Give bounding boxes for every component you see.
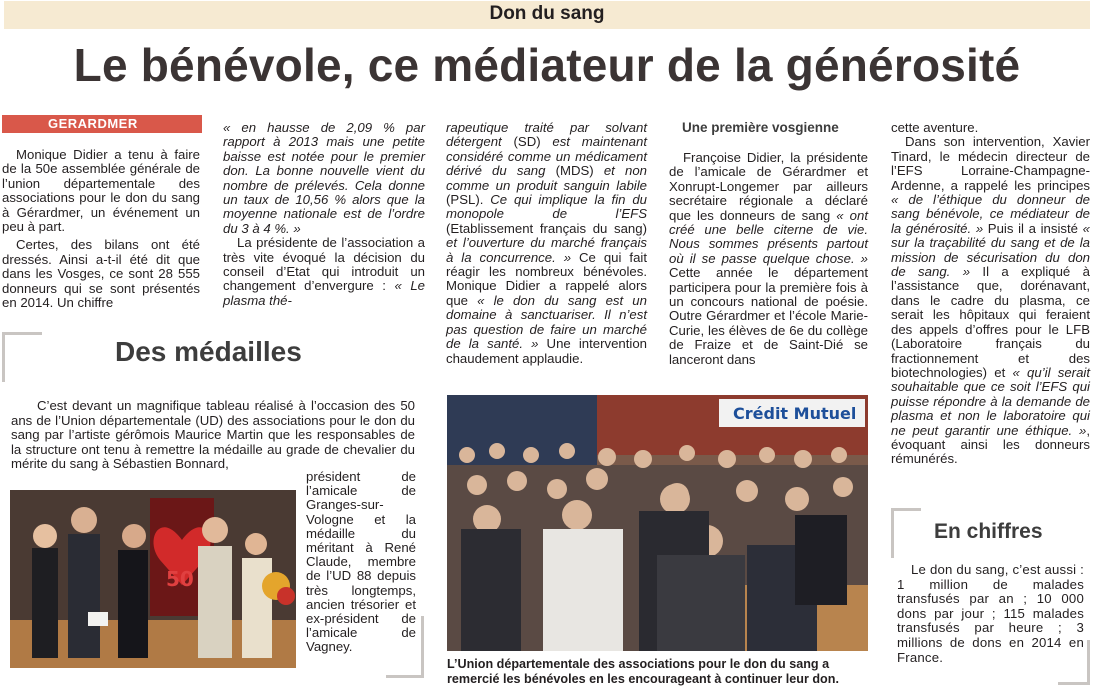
column-5 bbox=[891, 121, 1090, 467]
col5-text-c: Il a expliqué à l’assistance que, dorénavant, dans le cadre du plasma, ce serait les hôpitaux qui feraient des appels d’offres pour le LFB (Laboratoire français du fractionnement et des biotechnologies) et bbox=[891, 264, 1090, 380]
col3-paragraph-1 bbox=[446, 121, 647, 366]
main-photo bbox=[447, 395, 868, 651]
col1-paragraph-1: Monique Didier a tenu à faire de la 50e assemblée générale de l’union départementale des associations pour le don du sang à Gérardmer, un événement un peu à part. bbox=[2, 147, 200, 235]
medals-side-paragraph: président de l’amicale de Granges-sur-Vologne et la médaille du méritant à René Claude, membre de l’UD 88 depuis très longtemps, ancien trésorier et ex-président de l’amicale de Vagney. bbox=[306, 469, 416, 655]
main-photo-graphic bbox=[447, 395, 868, 651]
figures-title: En chiffres bbox=[934, 520, 1043, 543]
column-3 bbox=[446, 121, 647, 366]
poster-number: 50 bbox=[166, 567, 194, 591]
medals-intro-text: C’est devant un magnifique tableau réalisé à l’occasion des 50 ans de l’Union départementale (UD) des associations pour le don du sang par l’artiste gérômois Maurice Martin que les responsables de la structure ont tenu à remettre la médaille au grade de chevalier du mérite du sang à Sébastien Bonnard, bbox=[11, 398, 415, 472]
col5-paragraph-1 bbox=[891, 135, 1090, 466]
medals-box-corner bbox=[2, 332, 42, 382]
col4-text-b: Cette année le département participera pour la première fois à un concours national de poésie. Outre Gérardmer et l’école Marie-Curie, les élèves de 6e du collège de Fraize et de Saint-Dié se lanceront dans bbox=[669, 265, 868, 367]
col5-quote-a: « de l’éthique du donneur de sang bénévole, ce médiateur de la générosité. » bbox=[891, 192, 1090, 236]
col5-text-a: Dans son intervention, Xavier Tinard, le médecin directeur de l’EFS Lorraine-Champagne-Ardenne, a rappelé les principes bbox=[891, 134, 1090, 193]
section-kicker: Don du sang bbox=[489, 3, 605, 24]
medals-box-corner-bottom bbox=[386, 616, 424, 678]
col3-quote-e: et l’ouverture du marché français à la concurrence. » bbox=[446, 235, 647, 265]
medals-title: Des médailles bbox=[115, 336, 302, 367]
place-tag: GERARDMER bbox=[2, 115, 202, 133]
col1-paragraph-2: Certes, des bilans ont été dressés. Ainsi a-t-il été dit que dans les Vosges, ce sont 28 555 donneurs qui se sont présentés en 2014. Un chiffre bbox=[2, 237, 200, 311]
col3-quote-c: et non comme un produit sanguin labile bbox=[446, 163, 647, 193]
col3-text-f: Une intervention chaudement applaudie. bbox=[446, 336, 647, 366]
col3-quote-d: Ce qui implique la fin du monopole de l’EFS bbox=[446, 192, 648, 222]
figures-paragraph: Le don du sang, c’est aussi : 1 million de malades transfusés par an ; 10 000 dons par jour ; 115 malades transfusés par heure ; 3 millions de dons en 2014 en France. bbox=[897, 562, 1084, 665]
col2-quote-2: « Le plasma thé- bbox=[223, 278, 425, 308]
col3-text-c: (PSL). bbox=[446, 192, 491, 208]
figures-box-corner bbox=[891, 508, 921, 558]
column-2 bbox=[223, 121, 425, 308]
col3-quote-f: « le don du sang est un domaine à sanctuariser. Il n’est pas question de faire un marché de la santé. » bbox=[446, 292, 647, 352]
col3-text-b: (MDS) bbox=[545, 163, 604, 179]
col4-quote: « ont créé une belle citerne de vie. Nous sommes présents partout où il se passe quelque chose. » bbox=[669, 207, 868, 266]
col2-text-2: La présidente de l’association a très vite évoqué la décision du conseil d’Etat qui introduit un changement d’envergure : bbox=[223, 235, 425, 294]
column-1 bbox=[2, 148, 200, 310]
col2-paragraph-1 bbox=[223, 121, 425, 236]
figures-text bbox=[897, 563, 1084, 665]
medals-intro bbox=[11, 399, 415, 472]
col4-subhead: Une première vosgienne bbox=[682, 120, 839, 135]
main-photo-caption: L’Union départementale des associations pour le don du sang a remercié les bénévoles en les encourageant à continuer leur don. bbox=[447, 657, 839, 686]
col3-quote-b: est maintenant considéré comme un médicament dérivé du sang bbox=[446, 134, 647, 179]
column-4 bbox=[669, 151, 868, 367]
col2-paragraph-2 bbox=[223, 236, 425, 308]
col4-text-a: Françoise Didier, la présidente de l’amicale de Gérardmer et Xonrupt-Longemer par ailleurs secrétaire régionale a déclaré que les donneurs de sang bbox=[669, 150, 868, 223]
medals-photo bbox=[10, 490, 296, 668]
headline: Le bénévole, ce médiateur de la générosité bbox=[73, 39, 1021, 91]
col5-paragraph-0: cette aventure. bbox=[891, 120, 979, 135]
col5-text-b: Puis il a insisté bbox=[983, 220, 1083, 236]
col3-text-e: Ce qui fait réagir les nombreux bénévoles. Monique Didier a rappelé alors que bbox=[446, 249, 647, 308]
col3-text-a: (SD) bbox=[501, 134, 553, 150]
col5-quote-b: « sur la traçabilité du sang et de la mission de sécurisation du don de sang. » bbox=[891, 220, 1090, 280]
col3-text-d: (Etablissement français du sang) bbox=[446, 220, 647, 236]
medals-photo-graphic bbox=[10, 490, 296, 668]
col5-quote-c: « qu’il serait souhaitable que ce soit l’EFS qui puisse répondre à la demande de plasma et non le laboratoire qui ne peut garantir une éthique. » bbox=[891, 364, 1090, 438]
col3-quote-a: rapeutique traité par solvant détergent bbox=[446, 120, 647, 150]
col2-quote-1: « en hausse de 2,09 % par rapport à 2013 mais une petite baisse est notée pour le premier don. La bonne nouvelle vient du nombre de prélevés. Cela donne un taux de 10,56 % alors que la moyenne nationale est de l’ordre du 3 à 4 %. » bbox=[223, 120, 425, 236]
col4-paragraph-1 bbox=[669, 151, 868, 367]
col5-text-d: , évoquant ainsi les donneurs rémunérés. bbox=[891, 422, 1090, 467]
figures-box-corner-bottom bbox=[1058, 640, 1090, 685]
banner-text: Crédit Mutuel bbox=[733, 404, 857, 423]
